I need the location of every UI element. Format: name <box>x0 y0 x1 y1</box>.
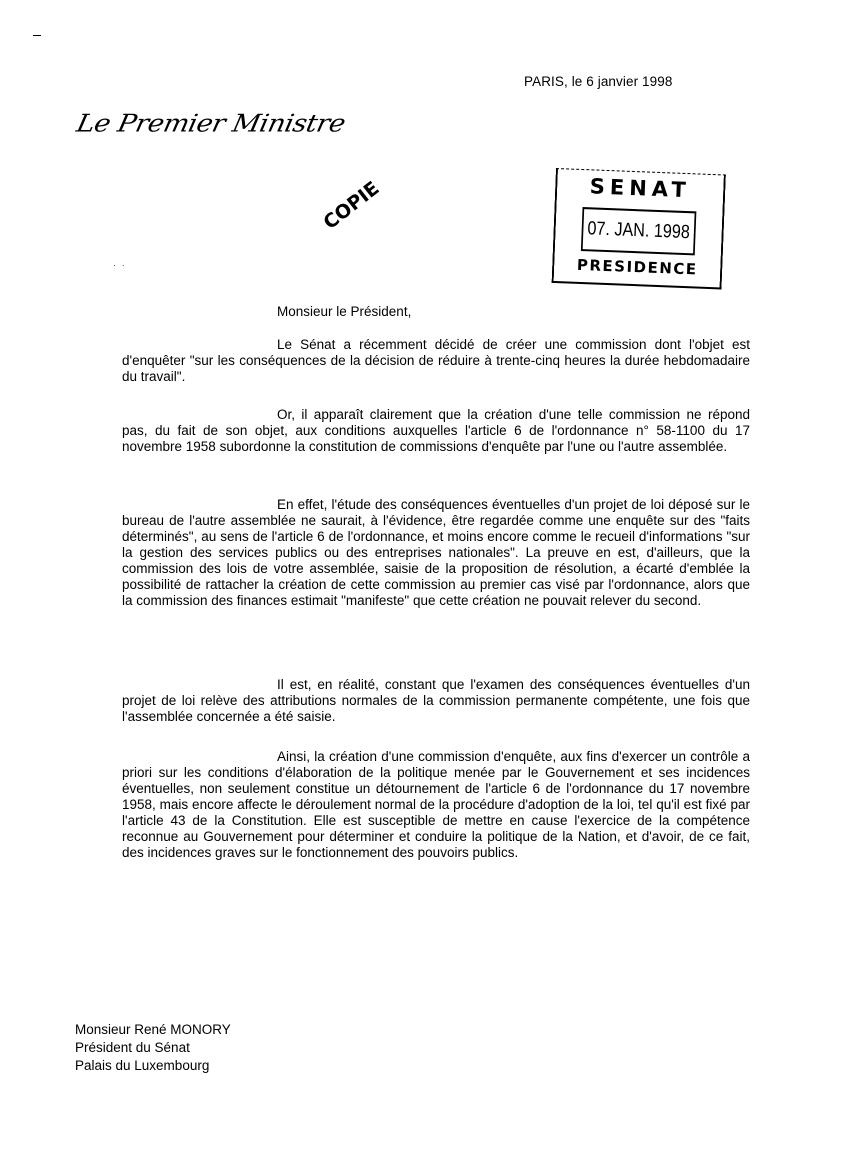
paragraph-text: Or, il apparaît clairement que la création d'une telle commission ne répond pas, du fait de son objet, aux conditions auxquelles l'article 6 de l'ordonnance n° 58-1100 du 17 novembre 1958 subordonne la constitution de commissions d'enquête par l'une ou l'autre assemblée. <box>122 407 750 454</box>
letter-paragraph <box>122 497 750 609</box>
stamp-date: 07. JAN. 1998 <box>581 207 697 255</box>
letter-paragraph <box>122 749 750 861</box>
letter-paragraph <box>122 677 750 725</box>
stamp-department: PRESIDENCE <box>576 255 698 279</box>
scan-artifact <box>33 35 41 36</box>
addressee-address: Palais du Luxembourg <box>75 1058 210 1073</box>
paragraph-text: Il est, en réalité, constant que l'examen des conséquences éventuelles d'un projet de loi relève des attributions normales de la commission permanente compétente, une fois que l'assemblée concernée a été saisie. <box>122 677 750 724</box>
addressee-title: Président du Sénat <box>75 1040 190 1055</box>
addressee-block <box>75 1021 231 1075</box>
paragraph-text: En effet, l'étude des conséquences éventuelles d'un projet de loi déposé sur le bureau de l'autre assemblée ne saurait, à l'évidence, être regardée comme une enquête sur des "faits déterminés", au sens de l'article 6 de l'ordonnance, et moins encore comme le recueil d'informations "sur la gestion des services publics ou des entreprises nationales". La preuve en est, d'ailleurs, que la commission des lois de votre assemblée, saisie de la proposition de résolution, a écarté d'emblée la possibilité de rattacher la création de cette commission au premier cas visé par l'ordonnance, alors que la commission des finances estimait "manifeste" que cette création ne pouvait relever du second. <box>122 497 750 608</box>
date-line: PARIS, le 6 janvier 1998 <box>524 74 673 89</box>
letter-paragraph <box>122 337 750 385</box>
paragraph-text: Le Sénat a récemment décidé de créer une commission dont l'objet est d'enquêter "sur les conséquences de la décision de réduire à trente-cinq heures la durée hebdomadaire du travail". <box>122 337 750 384</box>
reception-stamp <box>552 168 726 289</box>
stamp-title: SENAT <box>589 174 692 203</box>
letterhead-logo: Le Premier Ministre <box>74 110 348 138</box>
scan-artifact: · · <box>113 261 127 270</box>
paragraph-text: Ainsi, la création d'une commission d'enquête, aux fins d'exercer un contrôle a priori sur les conditions d'élaboration de la politique menée par le Gouvernement et ses incidences éventuelles, non seulement constitue un détournement de l'article 6 de l'ordonnance du 17 novembre 1958, mais encore affecte le déroulement normal de la procédure d'adoption de la loi, tel qu'il est fixé par l'article 43 de la Constitution. Elle est susceptible de mettre en cause l'exercice de la compétence reconnue au Gouvernement pour déterminer et conduire la politique de la Nation, et d'avoir, de ce fait, des incidences graves sur le fonctionnement des pouvoirs publics. <box>122 749 750 860</box>
salutation: Monsieur le Président, <box>277 304 412 319</box>
letter-paragraph <box>122 407 750 455</box>
copy-stamp: COPIE <box>319 177 384 234</box>
addressee-name: Monsieur René MONORY <box>75 1022 231 1037</box>
